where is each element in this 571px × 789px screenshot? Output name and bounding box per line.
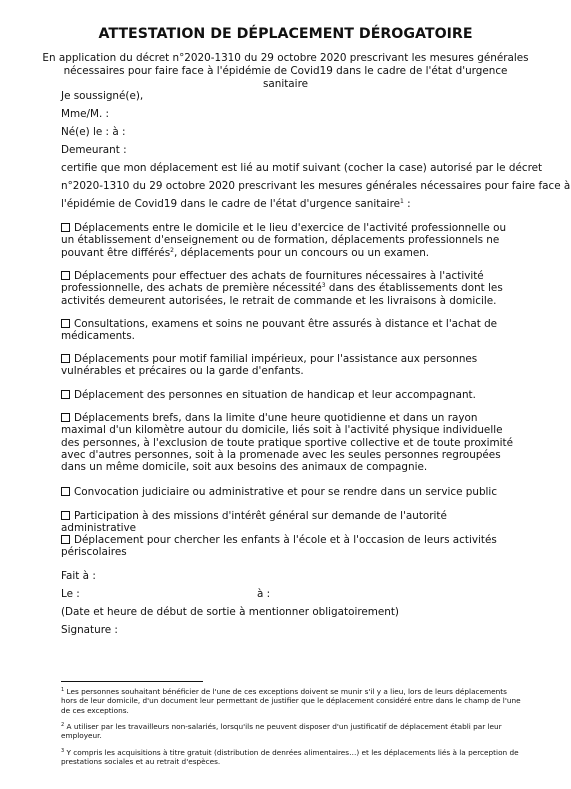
checkbox-sport[interactable] <box>61 413 70 422</box>
date-time-note: (Date et heure de début de sortie à mentionner obligatoirement) <box>61 606 399 618</box>
checkbox-shopping[interactable] <box>61 271 70 280</box>
certify-line-2: n°2020-1310 du 29 octobre 2020 prescrivant les mesures générales nécessaires pour faire face à <box>61 180 571 192</box>
checkbox-convocation[interactable] <box>61 487 70 496</box>
footnote-ref-2: 2 <box>170 246 174 254</box>
footnote-number: 1 <box>61 687 65 693</box>
option-sport: Déplacements brefs, dans la limite d'une heure quotidienne et dans un rayon maximal d'un kilomètre autour du domicile, liés soit à l'activité physique individuelle des personnes, à l'exclusion de toute pratique sportive collective et de toute proximité avec d'autres personnes, soit à la promenade avec les seules personnes regroupées dans un même domicile, soit aux besoins des animaux de compagnie. <box>61 412 514 474</box>
option-convocation: Convocation judiciaire ou administrative et pour se rendre dans un service public <box>61 486 521 498</box>
signature-field[interactable]: Signature : <box>61 624 118 636</box>
option-missions: Participation à des missions d'intérêt général sur demande de l'autorité administrative <box>61 510 447 535</box>
option-children: Déplacement pour chercher les enfants à l'école et à l'occasion de leurs activités périscolaires <box>61 534 497 559</box>
option-family: Déplacements pour motif familial impérieux, pour l'assistance aux personnes vulnérables et précaires ou la garde d'enfants. <box>61 353 478 378</box>
certify-line-3: l'épidémie de Covid19 dans le cadre de l'état d'urgence sanitaire$^1$ : <box>61 198 411 210</box>
document-title: ATTESTATION DE DÉPLACEMENT DÉROGATOIRE <box>98 26 473 42</box>
undersigned-label: Je soussigné(e), <box>61 90 144 102</box>
birth-field[interactable]: Né(e) le : à : <box>61 126 126 138</box>
certify-line-1: certifie que mon déplacement est lié au motif suivant (cocher la case) autorisé par le décret <box>61 162 543 174</box>
option-handicap: Déplacement des personnes en situation de handicap et leur accompagnant. <box>61 389 521 401</box>
intro-paragraph: En application du décret n°2020-1310 du 29 octobre 2020 prescrivant les mesures générales nécessaires pour faire face à l'épidémie de Covid19 dans le cadre de l'état d'urgence sanitaire <box>42 52 529 90</box>
footnote-3: $^3$ Y compris les acquisitions à titre gratuit (distribution de denrées alimentaires…) et les déplacements liés à la perception de prestations sociales et au retrait d'espèces. <box>61 748 519 767</box>
checkbox-handicap[interactable] <box>61 390 70 399</box>
option-shopping: Déplacements pour effectuer des achats de fournitures nécessaires à l'activité professionnelle, des achats de première nécessité$^3$ dans des établissements dont les activités demeurent autorisées, le retrait de commande et les livraisons à domicile. <box>61 270 503 307</box>
date-field[interactable]: Le : <box>61 588 80 600</box>
checkbox-children[interactable] <box>61 535 70 544</box>
checkbox-health[interactable] <box>61 319 70 328</box>
footnote-number: 2 <box>61 722 65 728</box>
checkbox-family[interactable] <box>61 354 70 363</box>
option-health: Consultations, examens et soins ne pouvant être assurés à distance et l'achat de médicaments. <box>61 318 498 343</box>
footnote-divider <box>61 681 203 682</box>
residence-field[interactable]: Demeurant : <box>61 144 127 156</box>
checkbox-work[interactable] <box>61 223 70 232</box>
checkbox-missions[interactable] <box>61 511 70 520</box>
footnote-ref-3: 3 <box>321 282 326 290</box>
footnote-1: $^1$ Les personnes souhaitant bénéficier de l'une de ces exceptions doivent se munir s'il y a lieu, lors de leurs déplacements hors de leur domicile, d'un document leur permettant de justifier que le déplacement considéré entre dans le champ de l'une de ces exceptions. <box>61 687 521 715</box>
footnote-2: $^2$ A utiliser par les travailleurs non-salariés, lorsqu'ils ne peuvent disposer d'un justificatif de déplacement établi par leur employeur. <box>61 722 502 741</box>
footnote-ref-1: 1 <box>400 198 404 205</box>
option-work: Déplacements entre le domicile et le lieu d'exercice de l'activité professionnelle ou un établissement d'enseignement ou de formation, déplacements professionnels ne pouvant être différés$^2$, déplacements pour un concours ou un examen. <box>61 222 507 259</box>
footnote-number: 3 <box>61 748 65 754</box>
time-field[interactable]: à : <box>257 588 271 600</box>
name-field[interactable]: Mme/M. : <box>61 108 110 120</box>
place-field[interactable]: Fait à : <box>61 570 96 582</box>
